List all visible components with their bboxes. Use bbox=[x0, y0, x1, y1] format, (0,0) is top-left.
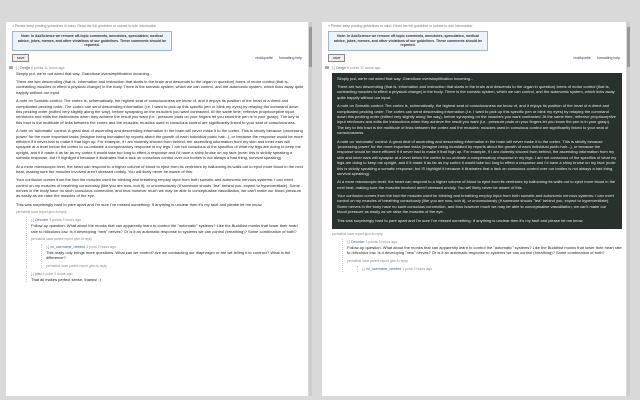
comment-paragraph: Simply put, we're not wired that way. Grandiose oversimplification incoming... bbox=[337, 75, 474, 81]
comment-paragraph: This was surprisingly hard to pare apart and I'm sure I've missed something. If anything is unclear then it's my fault and please let me know. bbox=[337, 217, 584, 223]
comment-paragraph: That all makes perfect sense, thanks! :) bbox=[31, 276, 101, 282]
comment-meta: 1 point 2 hours ago bbox=[402, 266, 433, 271]
comment-body bbox=[347, 245, 622, 256]
reply-comment bbox=[26, 217, 304, 268]
comment-tagline: [-] no_username_needed 1 point 2 hours ago bbox=[362, 266, 433, 271]
upvote-icon[interactable] bbox=[9, 66, 13, 69]
comment-tagline: [-] pdsl 1 point 3 hours ago bbox=[31, 271, 73, 276]
comment-tagline: [-] Decoder 3 points 3 hours ago bbox=[347, 240, 398, 245]
right-scrollbar[interactable] bbox=[627, 22, 630, 396]
browser-top-area bbox=[0, 0, 640, 22]
comment-body-dark bbox=[332, 73, 622, 229]
comment-paragraph: Your confusion comes from the fact the muscles used for blinking and breathing employ input from both somatic and autonomic nervous systems: I can exert control on my muscles of breathing consciously (like you are now, ooh it), or unconsciously (if someone shouts "tea" behind you, expect to hyperventilate). Some nerves in the body have no such conscious connection, and thus however much we may be able to conceptualise vasodilation, we can't make our blood pressure as easily as we raise the muscles of the eye. bbox=[337, 193, 614, 215]
comment-author[interactable]: pdsl bbox=[35, 271, 42, 276]
reply-comment bbox=[26, 271, 304, 282]
comment-meta: 1 point 2 hours ago bbox=[86, 245, 117, 250]
comment-meta: 3 points 3 hours ago bbox=[365, 240, 398, 245]
comment-actions[interactable]: permalink save parent report give-fu reply bbox=[347, 258, 408, 263]
comment-paragraph: Follow-up question: What about the monks that can apparently learn to control the "automatic" systems? Like the Buddhist monks that lower their heart rate to ridiculous low. Is it developing "new" nerves? Or is it an automatic response to systems we can control (breathing)? Some combination of both? bbox=[31, 223, 298, 234]
comment-paragraph: A note on 'automatic' control: A great deal of ascending and descending information in the brain will never make it to the cortex. This is strictly because 'processing power' for the more important tasks (imagine being inundated by reports about the growth of each individual pubic hair...), or because the response would be more efficient if it never had to make it that high up. For example, if I am violently shoved from behind, the ascending information from my skin and inner ears will synapse at a level below the cortex to co-ordinate a compensatory response in my legs. I am not conscious of the specifics of what my legs are doing to keep me upright, and if it made it as far as my cortex it would take too long to effect a response and I'd have a shiny bruise on my face (note: this is strictly speaking a somatic response, but I'll highlight it because it illustrates that a lack on conscious control over our bodies is not always a bad thing, survival speaking). bbox=[337, 138, 617, 176]
comment-body bbox=[31, 277, 304, 282]
comment-meta: 6 points 11 hours ago bbox=[31, 65, 65, 70]
comment-paragraph: A note on Somatic control: The cortex is, schematically, the highest seat of consciousness we know of, and it enjoys its position of the head of a direct and complicated pecking order. The cortex can send descending information (i.e. I want to pick up this specific pen or blink my eyes) by relaying the command down this pecking order (edited very slightly along the way), before synapsing on the muscle/s you want contracted. At the same time, reflexive proprioceptive input reinforces and edits the instructions when they achieve the result you want (i.e., pressure pads on your fingers let you know the pen is in your grasp). The key to this tract is the multitude of links between the cortex and the muscles: muscles used in conscious control are significantly linked to your seat of consciousness. bbox=[337, 103, 616, 136]
comment-form-bar bbox=[6, 51, 308, 65]
comment-paragraph: At a more microscopic level, the heart can respond to a higher volume of blood to eject from its ventricles by ballooning its walls out to eject more blood in the next beat, making sure the muscles involved aren't stressed unduly. You will likely never be aware of this. bbox=[16, 163, 303, 174]
comment-tagline: [-] Deejje 6 points 11 hours ago bbox=[332, 65, 381, 70]
comment-paragraph: Follow-up question: What about the monks that can apparently learn to control the "automatic" systems? Like the Buddhist monks that lower their heart rate to ridiculous low. Is it developing "new" nerves? Or is it an automatic response to systems we can control (breathing)? Some combination of both? bbox=[347, 245, 622, 256]
formatting-help-link[interactable]: formatting help bbox=[278, 55, 302, 60]
right-pane bbox=[322, 22, 626, 396]
reply-comment bbox=[357, 266, 622, 272]
left-pane bbox=[6, 22, 308, 396]
comment-paragraph: Your confusion comes from the fact the muscles used for blinking and breathing employ input from both somatic and autonomic nervous systems: I can exert control on my muscles of breathing consciously (like you are now, ooh it), or unconsciously (if someone shouts "tea" behind you, expect to hyperventilate). Some nerves in the body have no such conscious connection, and thus however much we may be able to conceptualise vasodilation, we can't make our blood pressure as easily as we raise the muscles of the eye. bbox=[16, 177, 302, 199]
comment-author[interactable]: no_username_needed bbox=[50, 245, 86, 250]
save-button[interactable]: save bbox=[12, 54, 29, 62]
comment-author[interactable]: Decoder bbox=[351, 240, 365, 245]
rules-line: » Please keep posting guidelines in mind. Read the full guideline or submit to rule information bbox=[12, 24, 157, 28]
comment-actions[interactable]: permalink save report give-fu reply bbox=[332, 232, 383, 237]
formatting-help-link[interactable]: formatting help bbox=[596, 55, 620, 60]
comment-paragraph: A note on 'automatic' control: A great deal of ascending and descending information in the brain will never make it to the cortex. This is strictly because 'processing power' for the more important tasks (imagine being inundated by reports about the growth of each individual pubic hair...), or because the response would be more efficient if it never had to make it that high up. For example, if I am violently shoved from behind, the ascending information from my skin and inner ears will synapse at a level below the cortex to co-ordinate a compensatory response in my legs. I am not conscious of the specifics of what my legs are doing to keep me upright, and if it made it as far as my cortex it would take too long to effect a response and I'd have a shiny bruise on my face (note: this is strictly speaking a somatic response, but I'll highlight it because it illustrates that a lack on conscious control over our bodies is not always a bad thing, survival speaking). bbox=[16, 128, 303, 161]
comment-meta: 3 points 3 hours ago bbox=[49, 218, 82, 223]
rules-note: Note: In AskScience we remove off-topic comments, anecdotes, speculation, medical advice, jokes, memes, and other violations of our guidelines. These comments should be reported. bbox=[328, 31, 488, 51]
comment-tagline: [-] Deejje 6 points 11 hours ago bbox=[16, 65, 65, 70]
rules-note: Note: In AskScience we remove off-topic comments, anecdotes, speculation, medical advice, jokes, memes, and other violations of our guidelines. These comments should be reported. bbox=[12, 31, 172, 51]
comment-meta: 1 point 3 hours ago bbox=[42, 271, 73, 276]
comment-tagline: [-] no_username_needed 1 point 2 hours ago bbox=[46, 245, 117, 250]
comment-form-bar bbox=[322, 51, 626, 65]
save-button[interactable]: save bbox=[328, 54, 345, 62]
comment-paragraph: A note on Somatic control: The cortex is, schematically, the highest seat of consciousness we know of, and it enjoys its position of the head of a direct and complicated pecking order. The cortex can send descending information (i.e. I want to pick up this specific pen or blink my eyes) by relaying the command down this pecking order (edited very slightly along the way), before synapsing on the muscle/s you want contracted. At the same time, reflexive proprioceptive input reinforces and edits the instructions when they achieve the result you want (i.e., pressure pads on your fingers let you know the pen is in your grasp). The key to this tract is the multitude of links between the cortex and the muscles: muscles used in conscious control are significantly linked to your seat of consciousness. bbox=[16, 98, 299, 125]
comment-body bbox=[16, 71, 304, 208]
upvote-icon[interactable] bbox=[325, 66, 329, 69]
comment-actions[interactable]: permalink save parent report give-fu reply bbox=[46, 263, 107, 268]
reddiquette-link[interactable]: reddiquette bbox=[255, 55, 273, 60]
comment-paragraph: There are two descending (that is, information and instruction that starts in the brain and descends to the organ in question) forms of motor control (that is, contracting muscles to effect a physical change) in the body. There is the somatic system, which we can control, and the autonomic system, which ticks away quite happily without our input. bbox=[337, 84, 615, 100]
left-scrollbar[interactable] bbox=[309, 22, 312, 396]
comment-actions[interactable]: permalink save report give-fu reply bbox=[16, 210, 67, 215]
rules-line: » Please keep posting guidelines in mind. Read the full guideline or submit to rule information bbox=[328, 24, 473, 28]
comment-tagline: [-] Decoder 3 points 3 hours ago bbox=[31, 218, 82, 223]
comment-author[interactable]: no_username_needed bbox=[366, 266, 402, 271]
comment-meta: 6 points 11 hours ago bbox=[347, 65, 381, 70]
top-comment bbox=[332, 65, 622, 272]
pane-divider bbox=[313, 0, 318, 400]
comment-paragraph: At a more microscopic level, the heart can respond to a higher volume of blood to eject from its ventricles by ballooning its walls out to eject more blood in the next beat, making sure the muscles involved aren't stressed unduly. You will likely never be aware of this. bbox=[337, 179, 616, 190]
comment-paragraph: This really only brings more questions. What can we control? Are we contracting our diaphragm or are we telling it to contract? What is the difference? bbox=[46, 250, 291, 261]
comment-actions[interactable]: permalink save parent report give-fu reply bbox=[31, 237, 92, 242]
comment-author[interactable]: Decoder bbox=[35, 218, 49, 223]
comment-paragraph: Simply put, we're not wired that way. Grandiose oversimplification incoming... bbox=[16, 70, 153, 76]
reply-comment bbox=[41, 244, 304, 268]
top-comment bbox=[16, 65, 304, 283]
reply-comment bbox=[342, 239, 622, 272]
reddiquette-link[interactable]: reddiquette bbox=[573, 55, 591, 60]
comment-paragraph: This was surprisingly hard to pare apart and I'm sure I've missed something. If anything is unclear then it's my fault and please let me know. bbox=[16, 201, 263, 207]
comment-paragraph: There are two descending (that is, information and instruction that starts in the brain and descends to the organ in question) forms of motor control (that is, contracting muscles to effect a physical change) in the body. There is the somatic system, which we can control, and the autonomic system, which ticks away quite happily without our input. bbox=[16, 79, 304, 95]
comment-author[interactable]: Deejje bbox=[20, 65, 31, 70]
comment-body bbox=[31, 223, 304, 234]
comment-author[interactable]: Deejje bbox=[336, 65, 347, 70]
comment-body bbox=[46, 250, 304, 261]
